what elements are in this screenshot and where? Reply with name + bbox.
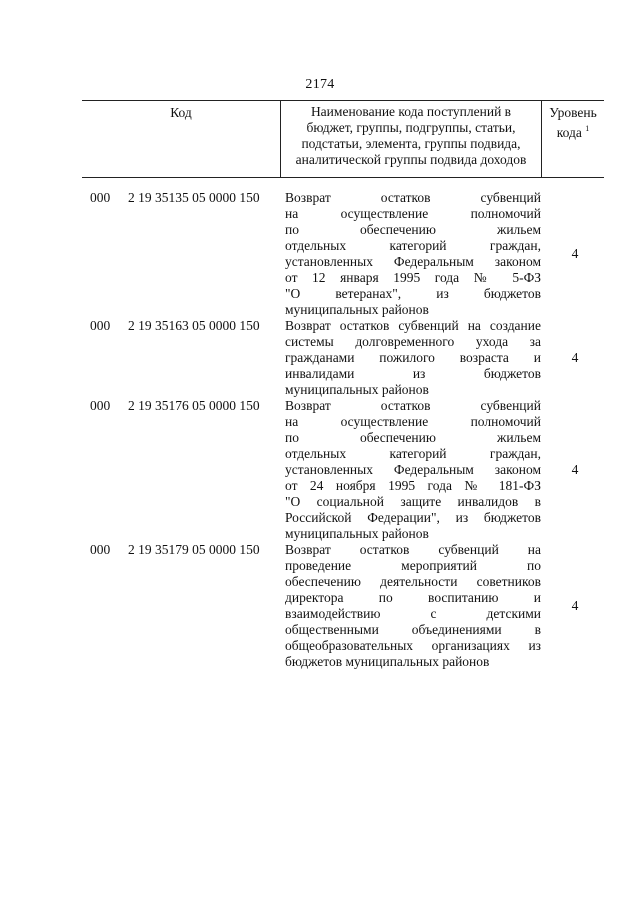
revenue-name-line: Возврат остатков субвенций (285, 398, 541, 413)
revenue-name-line: директора по воспитанию и (285, 590, 541, 605)
code-level: 4 (571, 246, 579, 261)
footnote-marker: 1 (585, 124, 590, 133)
revenue-name-line: по обеспечению жильем (285, 430, 541, 445)
revenue-name-line: от 12 января 1995 года № 5-ФЗ (285, 270, 541, 285)
admin-code: 000 (90, 542, 111, 557)
revenue-name-line: отдельных категорий граждан, (285, 238, 541, 253)
revenue-name (285, 318, 541, 398)
revenue-name-line: муниципальных районов (285, 526, 429, 541)
revenue-code: 2 19 35179 05 0000 150 (128, 542, 260, 557)
revenue-code: 2 19 35176 05 0000 150 (128, 398, 260, 413)
header-name (280, 101, 542, 177)
table-row (0, 190, 640, 318)
revenue-name-line: "О социальной защите инвалидов в (285, 494, 541, 509)
table-header (82, 100, 604, 178)
revenue-name-line: установленных Федеральным законом (285, 254, 541, 269)
code-level: 4 (571, 350, 579, 365)
revenue-name-line: взаимодействию с детскими (285, 606, 541, 621)
revenue-name-line: общественными объединениями в (285, 622, 541, 637)
table-row (0, 542, 640, 670)
revenue-name-line: по обеспечению жильем (285, 222, 541, 237)
revenue-name-line: инвалидами из бюджетов (285, 366, 541, 381)
code-level: 4 (571, 462, 579, 477)
table-body (0, 190, 640, 670)
admin-code: 000 (90, 190, 111, 205)
header-name-line: подстатьи, элемента, группы подвида, (301, 136, 521, 151)
header-name-line: аналитической группы подвида доходов (295, 152, 527, 167)
revenue-name-line: гражданами пожилого возраста и (285, 350, 541, 365)
revenue-name-line: Возврат остатков субвенций (285, 190, 541, 205)
revenue-name-line: Возврат остатков субвенций на создание (285, 318, 541, 333)
revenue-name (285, 190, 541, 318)
header-name-line: Наименование кода поступлений в (310, 104, 512, 119)
header-name-line: бюджет, группы, подгруппы, статьи, (306, 120, 516, 135)
code-level: 4 (571, 598, 579, 613)
header-level (542, 101, 604, 177)
revenue-name-line: на осуществление полномочий (285, 414, 541, 429)
revenue-name (285, 398, 541, 542)
header-level-kod: кода (556, 125, 582, 140)
revenue-name-line: обеспечению деятельности советников (285, 574, 541, 589)
revenue-code: 2 19 35135 05 0000 150 (128, 190, 260, 205)
revenue-name-line: от 24 ноября 1995 года № 181-ФЗ (285, 478, 541, 493)
admin-code: 000 (90, 398, 111, 413)
table-row (0, 398, 640, 542)
header-level-line2 (542, 121, 604, 141)
revenue-name (285, 542, 541, 670)
revenue-name-line: муниципальных районов (285, 382, 429, 397)
revenue-name-line: проведение мероприятий по (285, 558, 541, 573)
revenue-name-line: муниципальных районов (285, 302, 429, 317)
revenue-name-line: бюджетов муниципальных районов (285, 654, 490, 669)
revenue-name-line: системы долговременного ухода за (285, 334, 541, 349)
revenue-name-line: общеобразовательных организациях из (285, 638, 541, 653)
revenue-name-line: на осуществление полномочий (285, 206, 541, 221)
revenue-name-line: установленных Федеральным законом (285, 462, 541, 477)
table-row (0, 318, 640, 398)
revenue-name-line: "О ветеранах", из бюджетов (285, 286, 541, 301)
page-number: 2174 (305, 77, 335, 92)
revenue-name-line: Возврат остатков субвенций на (285, 542, 541, 557)
revenue-code: 2 19 35163 05 0000 150 (128, 318, 260, 333)
revenue-name-line: отдельных категорий граждан, (285, 446, 541, 461)
header-code: Код (170, 105, 192, 120)
admin-code: 000 (90, 318, 111, 333)
revenue-name-line: Российской Федерации", из бюджетов (285, 510, 541, 525)
header-level-line1: Уровень (549, 105, 597, 120)
